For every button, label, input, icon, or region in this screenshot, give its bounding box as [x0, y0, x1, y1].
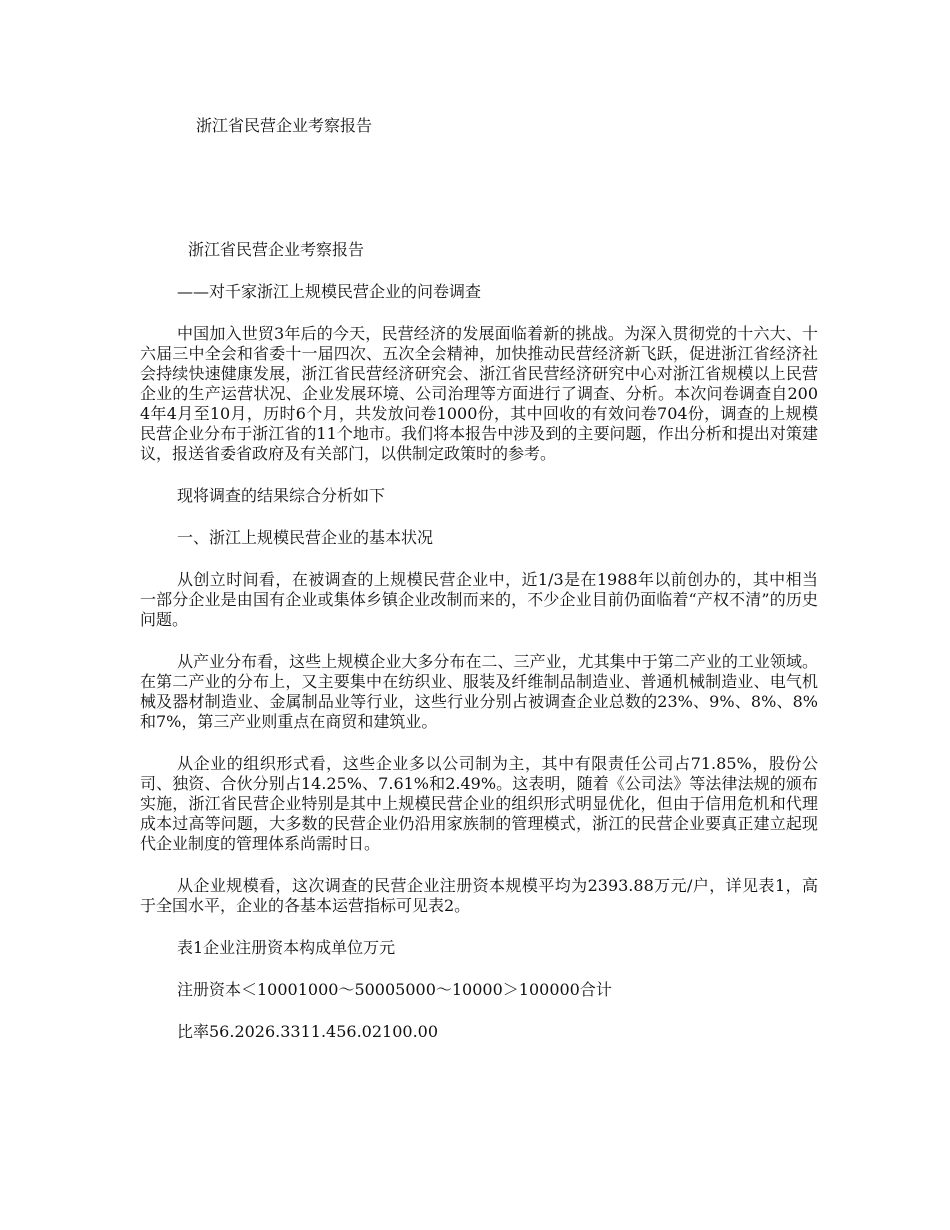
table-caption: 表1企业注册资本构成单位万元: [177, 938, 396, 957]
paragraph-summary: 现将调查的结果综合分析如下: [177, 486, 386, 505]
table-row-header: 注册资本＜10001000～50005000～10000＞100000合计: [177, 980, 612, 999]
paragraph-organization: 从企业的组织形式看，这些企业多以公司制为主，其中有限责任公司占71.85%，股份公司、独资、合伙分别占14.25%、7.61%和2.49%。这表明，随着《公司法》等法律法规的颁布实施，浙江省民营企业特别是其中上规模民营企业的组织形式明显优化，但由于信用危机和代理成本过高等问题，大多数的民营企业仍沿用家族制的管理模式，浙江的民营企业要真正建立起现代企业制度的管理体系尚需时日。: [140, 754, 818, 853]
paragraph-intro: 中国加入世贸3年后的今天，民营经济的发展面临着新的挑战。为深入贯彻党的十六大、十六届三中全会和省委十一届四次、五次全会精神，加快推动民营经济新飞跃，促进浙江省经济社会持续快速健康发展，浙江省民营经济研究会、浙江省民营经济研究中心对浙江省规模以上民营企业的生产运营状况、企业发展环境、公司治理等方面进行了调查、分析。本次问卷调查自2004年4月至10月，历时6个月，共发放问卷1000份，其中回收的有效问卷704份，调查的上规模民营企业分布于浙江省的11个地市。我们将本报告中涉及到的主要问题，作出分析和提出对策建议，报送省委省政府及有关部门，以供制定政策时的参考。: [140, 324, 818, 463]
report-subtitle: ——对千家浙江上规模民营企业的问卷调查: [177, 282, 482, 301]
paragraph-industry: 从产业分布看，这些上规模企业大多分布在二、三产业，尤其集中于第二产业的工业领域。在第二产业的分布上，又主要集中在纺织业、服装及纤维制品制造业、普通机械制造业、电气机械及器材制造业、金属制品业等行业，这些行业分别占被调查企业总数的23%、9%、8%、8%和7%，第三产业则重点在商贸和建筑业。: [140, 652, 818, 731]
table-row-ratio: 比率56.2026.3311.456.02100.00: [177, 1022, 439, 1041]
paragraph-scale: 从企业规模看，这次调查的民营企业注册资本规模平均为2393.88万元/户，详见表1，高于全国水平，企业的各基本运营指标可见表2。: [140, 876, 818, 915]
header-title: 浙江省民营企业考察报告: [196, 116, 373, 135]
document-body: [140, 240, 818, 1064]
report-title: 浙江省民营企业考察报告: [188, 240, 365, 259]
section-heading: 一、浙江上规模民营企业的基本状况: [177, 528, 434, 547]
paragraph-founding: 从创立时间看，在被调查的上规模民营企业中，近1/3是在1988年以前创办的，其中相当一部分企业是由国有企业或集体乡镇企业改制而来的，不少企业目前仍面临着“产权不清”的历史问题。: [140, 570, 818, 629]
